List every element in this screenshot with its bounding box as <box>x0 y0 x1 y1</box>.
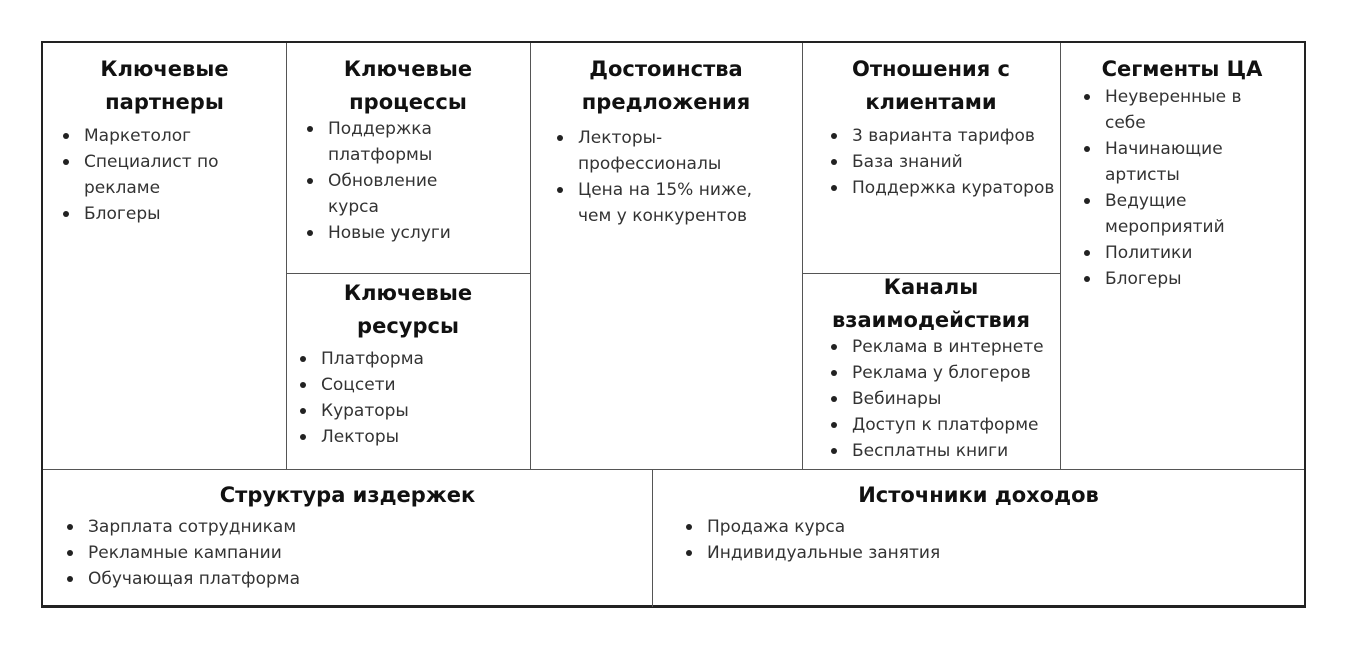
list-item: Зарплата сотрудникам <box>65 514 385 540</box>
list-item: Реклама в интернете <box>829 334 1057 360</box>
key-activities-list <box>305 116 490 246</box>
list-item: 3 варианта тарифов <box>829 123 1057 149</box>
list-item: Лекторы <box>298 424 498 450</box>
list-item: База знаний <box>829 149 1057 175</box>
divider-activities-resources <box>286 273 530 274</box>
customer-segments-list <box>1082 84 1287 292</box>
key-activities-title: Ключевые процессы <box>343 57 473 114</box>
list-item: Обновление курса <box>305 168 490 220</box>
list-item: Маркетолог <box>61 123 221 149</box>
customer-relationships-title: Отношения с клиентами <box>852 57 1010 114</box>
cost-structure-block <box>43 479 652 592</box>
list-item: Продажа курса <box>684 514 1004 540</box>
list-item: Лекторы-профессионалы <box>555 125 755 177</box>
key-partners-block <box>43 53 286 227</box>
key-activities-block <box>286 53 530 246</box>
cost-structure-list <box>65 514 385 592</box>
channels-title: Каналы взаимодействия <box>832 275 1030 332</box>
list-item: Начинающие артисты <box>1082 136 1287 188</box>
list-item: Платформа <box>298 346 498 372</box>
customer-relationships-list <box>829 123 1057 201</box>
revenue-streams-block <box>653 479 1304 566</box>
value-propositions-title: Достоинства предложения <box>581 57 751 114</box>
list-item: Индивидуальные занятия <box>684 540 1004 566</box>
channels-block <box>802 271 1060 464</box>
list-item: Новые услуги <box>305 220 490 246</box>
list-item: Кураторы <box>298 398 498 424</box>
list-item: Вебинары <box>829 386 1057 412</box>
cost-structure-title: Структура издержек <box>219 483 476 507</box>
business-model-canvas <box>41 41 1306 608</box>
key-partners-title: Ключевые партнеры <box>100 57 229 114</box>
customer-segments-block <box>1060 53 1304 292</box>
list-item: Специалист по рекламе <box>61 149 221 201</box>
revenue-streams-title: Источники доходов <box>858 483 1099 507</box>
customer-relationships-block <box>802 53 1060 201</box>
customer-segments-title: Сегменты ЦА <box>1101 57 1263 81</box>
channels-list <box>829 334 1057 464</box>
list-item: Поддержка кураторов <box>829 175 1057 201</box>
key-resources-block <box>286 277 530 450</box>
key-resources-title: Ключевые ресурсы <box>343 281 473 338</box>
list-item: Цена на 15% ниже, чем у конкурентов <box>555 177 755 229</box>
list-item: Соцсети <box>298 372 498 398</box>
list-item: Политики <box>1082 240 1287 266</box>
list-item: Неуверенные в себе <box>1082 84 1287 136</box>
list-item: Доступ к платформе <box>829 412 1057 438</box>
key-resources-list <box>298 346 498 450</box>
divider-top-bottom <box>43 469 1304 470</box>
list-item: Ведущие мероприятий <box>1082 188 1287 240</box>
value-propositions-block <box>530 53 802 229</box>
list-item: Рекламные кампании <box>65 540 385 566</box>
list-item: Реклама у блогеров <box>829 360 1057 386</box>
value-propositions-list <box>555 125 755 229</box>
list-item: Бесплатны книги <box>829 438 1057 464</box>
list-item: Блогеры <box>1082 266 1287 292</box>
list-item: Обучающая платформа <box>65 566 385 592</box>
list-item: Блогеры <box>61 201 221 227</box>
revenue-streams-list <box>684 514 1004 566</box>
list-item: Поддержка платформы <box>305 116 490 168</box>
key-partners-list <box>61 123 221 227</box>
